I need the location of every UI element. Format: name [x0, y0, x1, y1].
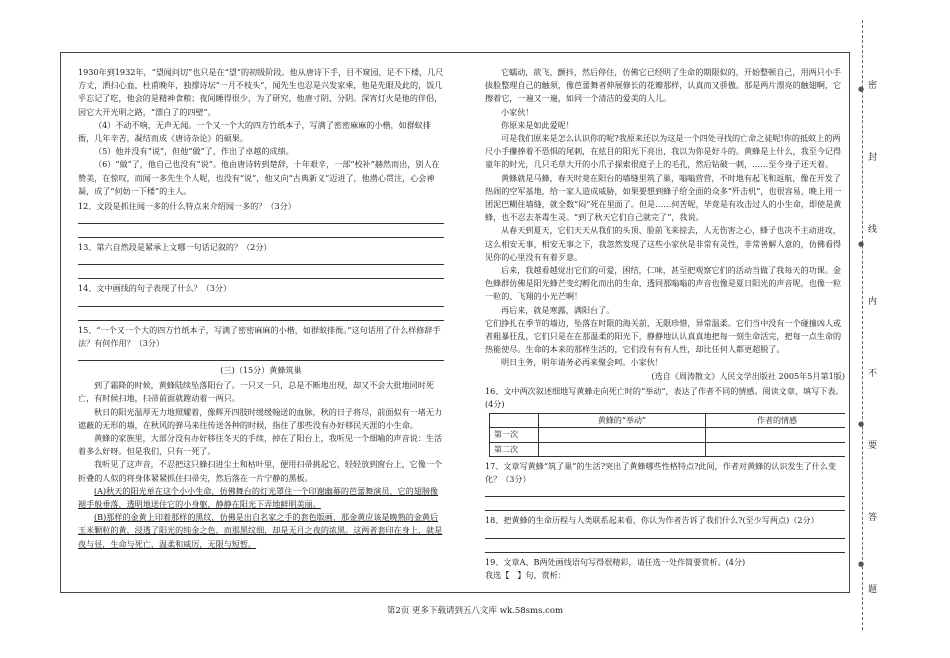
table-row-label: 第一次: [490, 428, 539, 442]
question-12: 12、文段是抓住闻一多的什么特点来介绍闻一多的？（3分）: [78, 201, 296, 212]
section-title: (三)（15分）黄蜂筑巢: [220, 365, 302, 376]
binding-char: 线: [868, 225, 878, 235]
question-14: 14、文中画线的句子表现了什么？（3分）: [78, 283, 232, 294]
passage-paragraph: 秋日的阳光温厚无力地照耀着，像辉开四肢时缓缓翰送的血脉，秋的日子将尽，前面似有一堵无力遮蔽的无形的墙，在秋风的弹马来往传送各种的时候，指住了那些没有办好移民天涯的小生命。: [78, 406, 443, 430]
passage-paragraph: 到了霜降的时候，黄蜂陆续坠落阳台了。一只又一只，总是不断地出现，却又不会大批地同时死亡，有时候扫地，扫帚前面就蹚动着一两只。: [78, 380, 434, 404]
binding-dot: ●: [858, 240, 865, 248]
answer-line[interactable]: [78, 254, 444, 265]
answer-line[interactable]: [78, 350, 444, 361]
passage-paragraph: 你原来是如此爱呢！: [501, 119, 574, 130]
choice-prompt: 我选【 】句，赏析：: [485, 569, 566, 580]
answer-line[interactable]: [485, 542, 845, 553]
question-13: 13、第六自然段是紧承上文哪一句话记叙的？（2分）: [78, 242, 272, 253]
question-18: 18、把黄蜂的生命历程与人类联系起来看，你认为作者告诉了我们什么?(至少写两点)（2分）: [485, 515, 819, 526]
passage-paragraph: （4）不动不响，无声无闻。一个又一个大的四方竹纸本子，写满了密密麻麻的小楷，如群蚁排衙，几年辛苦，凝结而成《唐诗杂论》的硕果。: [78, 119, 431, 144]
table-cell[interactable]: [705, 428, 845, 442]
passage-paragraph: 明日主务，明年请务必再来聚会呵。小家伙！: [501, 357, 663, 368]
table-cell[interactable]: [539, 442, 706, 456]
passage-paragraph: 黄蜂就是马蜂，春天时竟在阳台的墙缝里筑了巢，嗡嗡营营，不时地有起飞和返航，像在开发了热闹的空军基地，给一家人造成威胁，如果要想到蜂子给全面的众多“歼击机”，也很容易，晚上用一团泥巴糊住墙缝，就全数“闷”死在里面了。但是……何苦呢，毕竟是有攻击过人的小生命，即使是黄蜂，也不忍去茶毒生灵。“到了秋天它们自己就完了”，我说。: [485, 172, 842, 223]
answer-line[interactable]: [485, 528, 845, 539]
passage-paragraph: 从春天到夏天，它们天天从我们的头顶、脸前飞来掠去，人无伤害之心，蜂子也决不主动进攻，这么相安无事，相安无事之下，我忽然发现了这些小家伙是非常有灵性，非常善解人意的，仿佛看得见你的心里没有有着歹意。: [485, 225, 842, 262]
table-header: 黄蜂的“举动”: [539, 414, 706, 428]
passage-paragraph: 黄蜂的家族里，大部分没有办好移往冬天的手续，掉在了阳台上，我听见一个细喻的声音说：生活着多么好呀。但是我们，只有一死了。: [78, 433, 443, 457]
binding-char: 密: [868, 81, 878, 91]
question-17: 17、文章写黄蜂“筑了巢”的生活?突出了黄蜂哪些性格特点?此间，作者对黄蜂的认识发生了什么变化？（3分）: [485, 460, 837, 485]
answer-line[interactable]: [78, 213, 444, 224]
question-16: 16、文中两次叙述细地写黄蜂走向死亡时的“举动”，表达了作者不同的情感。阅读文章，填写下表。(4分): [485, 385, 844, 410]
answer-line[interactable]: [485, 500, 845, 511]
binding-char: 题: [868, 585, 878, 595]
answer-line[interactable]: [78, 227, 444, 238]
binding-char: 封: [868, 153, 878, 163]
binding-dot: ●: [858, 560, 865, 568]
answer-line[interactable]: [78, 296, 444, 307]
answer-table: [489, 413, 845, 457]
underlined-sentence-a: (A)秋天的阳光单在这个小小生命，仿佛舞台的灯光罩住一个印谢幽幕的芭蕾舞演员，它的翅膀像褪手般垂落，透明地送住它的小身躯，静静在阳光下弄地鲜明美丽。: [78, 485, 439, 510]
passage-paragraph: 它蠕动，欲飞，颤抖，然后停住，仿佛它已经明了生命的期限似的，开始整顿自己，用两只小手拔脸整理自己的触须，像芭蕾舞者伸展修长的花瓣那样，认真而又骄傲。那是两片漂亮的触翅啊，它擦着它，一遍又一遍，如同一个清洁的爱美的人儿。: [485, 67, 842, 104]
page-footer: 第2页 更多下载请到五八文库 wk.58sms.com: [386, 606, 564, 616]
passage-paragraph: 它们挣扎在季节的墙边，坠落在时限的海关前，无限珍惜，异常温柔。它们当中没有一个碰撞凶人或者粗暴狂乱，它们只是在在那温柔的阳光下，静静地认认真真地把每一刻生命活完，把每一点生命的热能使尽。生命的本来的那样生活的，它们没有有有人性，却比任何人都更超脱了。: [485, 317, 842, 355]
question-15: 15、“一个又一个大的四方竹纸本子，写满了密密麻麻的小楷，如群蚁排衙。”这句话用了什么样修辞手法？有何作用？（3分）: [78, 324, 441, 348]
left-column: [78, 66, 444, 551]
right-column: [485, 66, 845, 582]
binding-char: 答: [868, 513, 878, 523]
question-19: 19、文章A、B两处画线语句写得很精彩，请任选一处作简要赏析。(4分): [485, 556, 746, 567]
passage-paragraph: （5）他并没有“说”，但他“做”了，作出了卓越的成绩。: [94, 146, 294, 157]
passage-paragraph: 后来，我越看越觉出它们的可爱，困结，仁味，甚至把观察它们的活动当做了我每天的功课。金色蜂群仿佛是阳光蜂芒变幻孵化而出的生命，透同那嗡嗡的声音也像是夏日阳光的声音呢，也像一粒一粒的、飞翔的小光芒啊！: [485, 265, 842, 302]
table-cell[interactable]: [539, 428, 706, 442]
answer-line[interactable]: [78, 310, 444, 321]
binding-char: 内: [868, 297, 878, 307]
passage-paragraph: 可是我们原来是怎么认识你的呢?我原来还以为这是一个四处寻找的亡命之徒呢!你的抵蚊上的两尺小手攥捧着不恐惧的尾刺，在炫目的阳光下亮出，我以为你是好斗的。黄蜂是上什么，我至今记得童年的时光，几只毛草大开的小爪子探索很庭子上的毛孔，然后钻破一刺，……至今身子还天着。: [485, 133, 842, 170]
table-header: 作者的情感: [705, 414, 845, 428]
binding-dot: ●: [858, 420, 865, 428]
binding-char: 不: [868, 369, 878, 379]
binding-dot: ●: [858, 85, 865, 93]
passage-paragraph: 小家伙！: [501, 106, 534, 117]
underlined-sentence-b: (B)那样的金黄上印着那样的黑纹，仿佛是出自名家之手的套色版画，那金黄应该是晚熟的金黄后玉米颗粒的黄，浸透了阳光的纯金之色，而那黑纹细，却是无月之夜的浓黑。这两者套印在身上，就是夜与昼，生命与死亡，温柔和威厉，无限与短暂。: [78, 512, 443, 549]
table-cell[interactable]: [705, 442, 845, 456]
passage-paragraph: 我听见了这声音，不忍把这只蜂扫进尘土和枯叶里，便用扫帚挑起它，轻轻放到窗台上，它像一个折叠的人似的将身体紧紧抓住扫帚尖，然后落在一片宁静的黑板。: [78, 459, 443, 483]
passage-paragraph: 1930年到1932年，“望闻问切”也只是在“望”的初级阶段。他从唐诗下手，目不窥园，足不下楼，几尺方丈，洒扫心血，杜甫晚年，独撑诗坛“一月不枝头”，闻先生也忍是兴发家乘，他是先眼及此的，饭几乎忘记了吃，他会的是精神食粮；夜间睡得很少，为了研究，他唐寸阴、分阴。深宵灯火是他的伴侣，因它大开光明之路，“漂白了的四壁”。: [78, 67, 444, 117]
answer-line[interactable]: [485, 486, 845, 497]
source-citation: (选自《周涛散文》人民文学出版社 2005年5月第1版): [651, 370, 845, 381]
table-row-label: 第二次: [490, 442, 539, 456]
answer-line[interactable]: [78, 268, 444, 279]
binding-char: 要: [868, 441, 878, 451]
passage-paragraph: （6）“做”了，他自己也没有“说”。他由唐诗转到楚辞，十年艰辛，一部“校补”赫然而出，别人在赞美，在惊叹，而闻一多先生个人呢，也没有“说”，他又向“古典新义”迈进了，他潜心贯注，心会神凝，成了“何妨一下楼”的主人。: [78, 159, 440, 196]
passage-paragraph: 再后来，就是寒露，满阳台了。: [501, 304, 615, 315]
binding-line: [862, 20, 864, 630]
